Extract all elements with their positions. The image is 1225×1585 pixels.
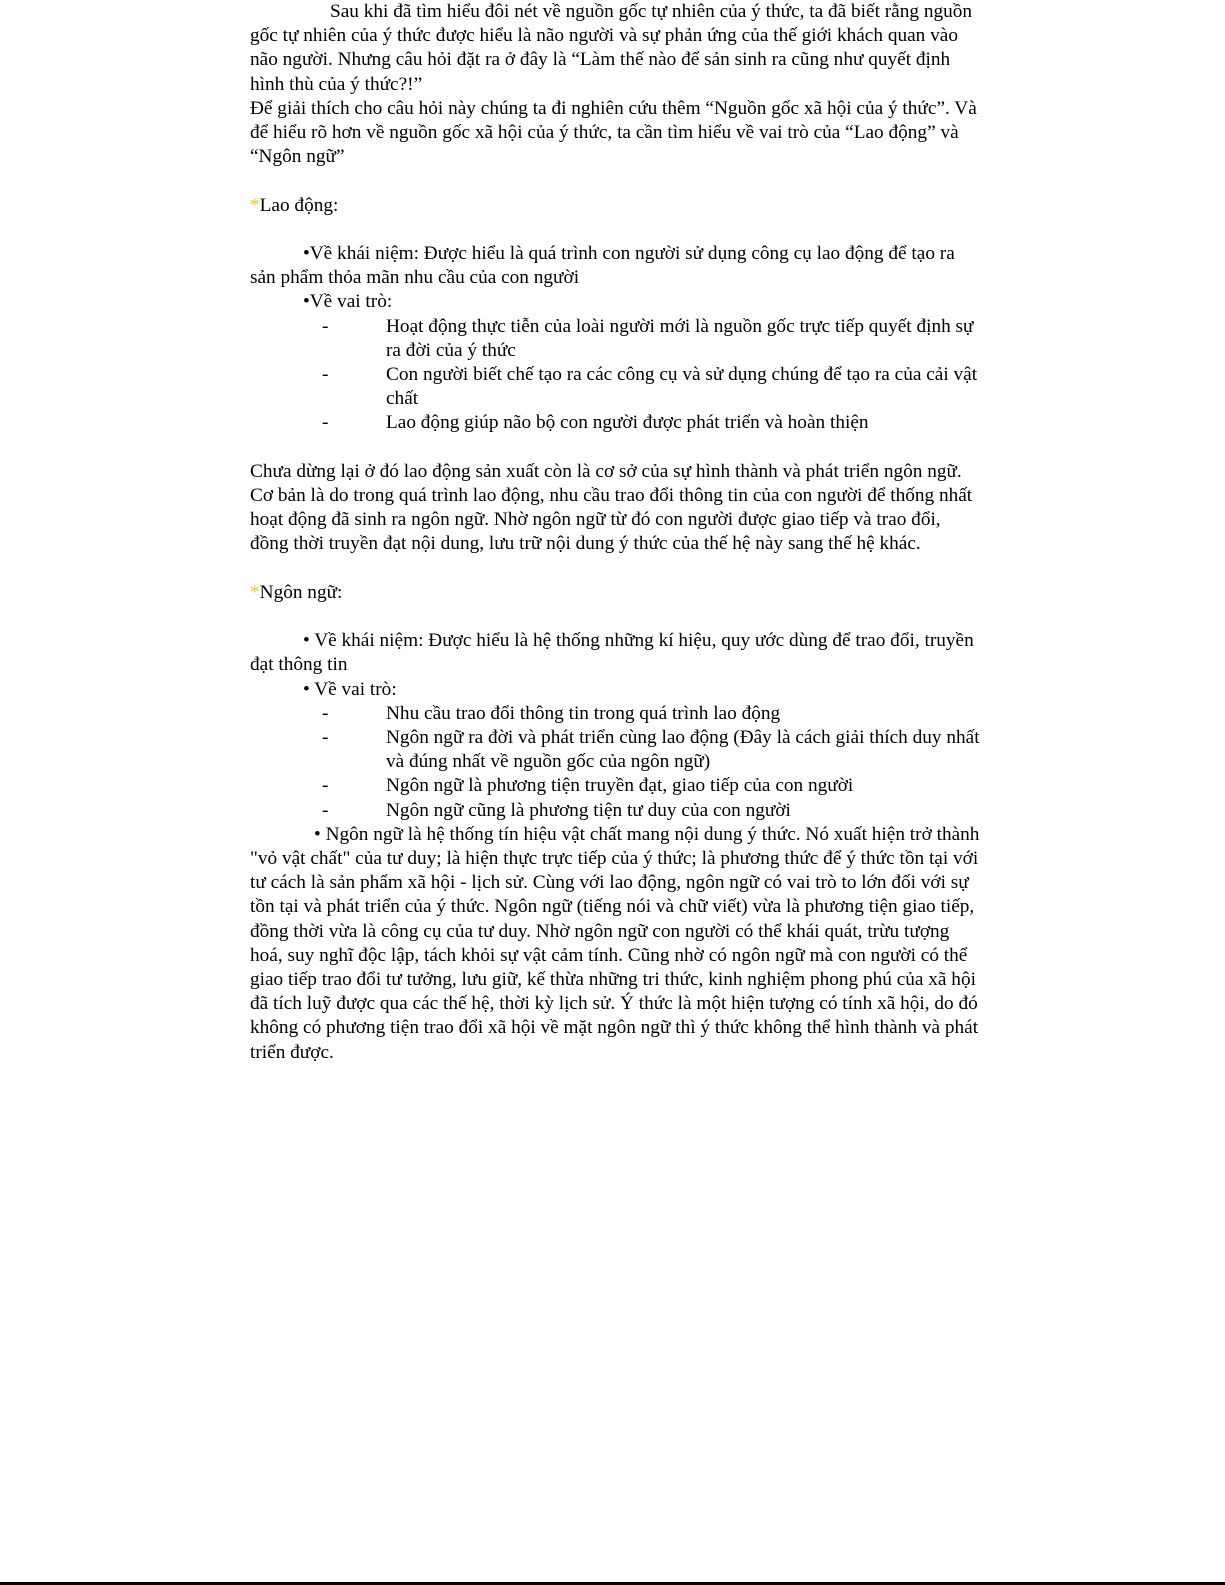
list-item: - Ngôn ngữ cũng là phương tiện tư duy của con người [322, 799, 791, 821]
intro-paragraph-2: Để giải thích cho câu hỏi này chúng ta đi nghiên cứu thêm “Nguồn gốc xã hội của ý thức”. Và để hiểu rõ hơn về nguồn gốc xã hội của ý thức, ta cần tìm hiểu về vai trò của “Lao động” và “Ngôn ngữ” [250, 97, 977, 168]
lao-dong-summary: Chưa dừng lại ở đó lao động sản xuất còn là cơ sở của sự hình thành và phát triển ngôn ngữ. Cơ bản là do trong quá trình lao động, nhu cầu trao đổi thông tin của con người để thống nhất hoạt động đã sinh ra ngôn ngữ. Nhờ ngôn ngữ từ đó con người được giao tiếp và trao đổi, đồng thời truyền đạt nội dung, lưu trữ nội dung ý thức của thế hệ này sang thế hệ khác. [250, 460, 973, 555]
asterisk-icon: * [250, 581, 260, 603]
ngon-ngu-closing: • Ngôn ngữ là hệ thống tín hiệu vật chất mang nội dung ý thức. Nó xuất hiện trở thành "vỏ vật chất" của tư duy; là hiện thực trực tiếp của ý thức; là phương thức để ý thức tồn tại với tư cách là sản phẩm xã hội - lịch sử. Cùng với lao động, ngôn ngữ có vai trò to lớn đối với sự tồn tại và phát triển của ý thức. Ngôn ngữ (tiếng nói và chữ viết) vừa là phương tiện giao tiếp, đồng thời vừa là công cụ của tư duy. Nhờ ngôn ngữ con người có thể khái quát, trừu tượng hoá, suy nghĩ độc lập, tách khỏi sự vật cảm tính. Cũng nhờ có ngôn ngữ mà con người có thể giao tiếp trao đổi tư tưởng, lưu giữ, kế thừa những tri thức, kinh nghiệm phong phú của xã hội đã tích luỹ được qua các thế hệ, thời kỳ lịch sử. Ý thức là một hiện tượng có tính xã hội, do đó không có phương tiện trao đổi xã hội về mặt ngôn ngữ thì ý thức không thể hình thành và phát triển được. [250, 823, 980, 1063]
ngon-ngu-role-label: • Về vai trò: [303, 678, 397, 700]
ngon-ngu-concept: • Về khái niệm: Được hiểu là hệ thống những kí hiệu, quy ước dùng để trao đổi, truyền đạt thông tin [250, 630, 974, 676]
list-item: - Ngôn ngữ ra đời và phát triển cùng lao động (Đây là cách giải thích duy nhất và đúng nhất về nguồn gốc của ngôn ngữ) [322, 727, 980, 773]
intro-paragraph-1: Sau khi đã tìm hiểu đôi nét về nguồn gốc tự nhiên của ý thức, ta đã biết rằng nguồn gốc tự nhiên của ý thức được hiểu là não người và sự phản ứng của thế giới khách quan vào não người. Nhưng câu hỏi đặt ra ở đây là “Làm thế nào để sản sinh ra cũng như quyết định hình thù của ý thức?!” [250, 1, 973, 95]
list-item: - Nhu cầu trao đổi thông tin trong quá trình lao động [322, 702, 781, 724]
asterisk-icon: * [250, 194, 260, 216]
lao-dong-concept: •Về khái niệm: Được hiểu là quá trình con người sử dụng công cụ lao động để tạo ra sản phẩm thỏa mãn nhu cầu của con người [250, 243, 955, 289]
section-heading-lao-dong: *Lao động: [250, 194, 339, 216]
list-item: - Ngôn ngữ là phương tiện truyền đạt, giao tiếp của con người [322, 775, 854, 797]
section-heading-ngon-ngu: *Ngôn ngữ: [250, 581, 343, 603]
list-item: - Hoạt động thực tiễn của loài người mới là nguồn gốc trực tiếp quyết định sự ra đời của ý thức [322, 315, 974, 361]
lao-dong-role-label: •Về vai trò: [303, 291, 393, 313]
list-item: - Con người biết chế tạo ra các công cụ và sử dụng chúng để tạo ra của cải vật chất [322, 364, 978, 410]
list-item: - Lao động giúp não bộ con người được phát triển và hoàn thiện [322, 412, 869, 434]
document-body [250, 0, 980, 1065]
